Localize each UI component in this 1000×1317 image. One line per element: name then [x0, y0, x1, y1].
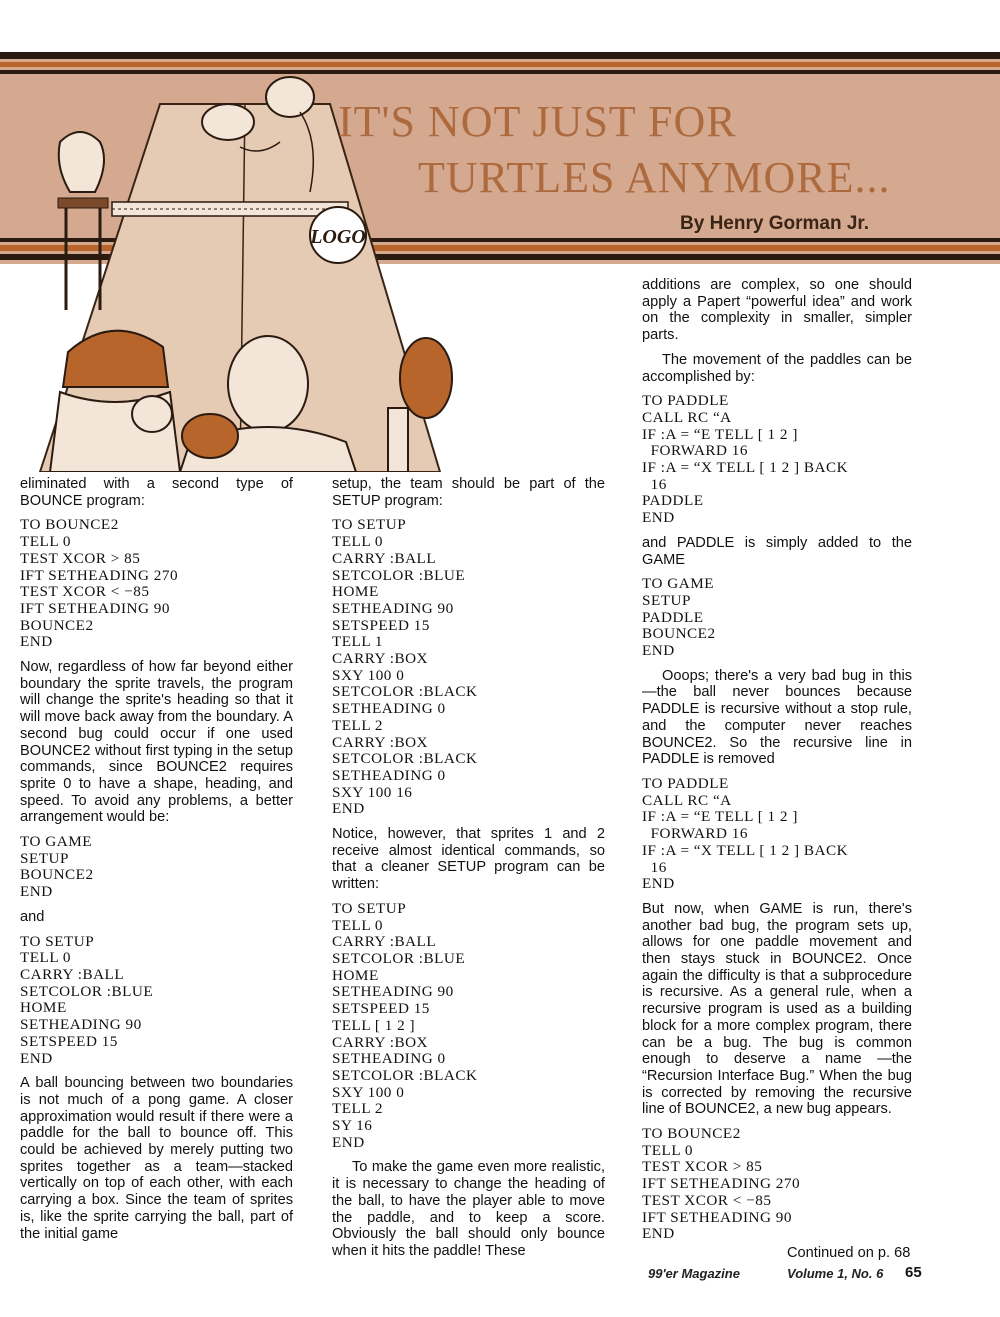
code-listing: TO SETUP TELL 0 CARRY :BALL SETCOLOR :BLUE HOME SETHEADING 90 SETSPEED 15 TELL 1 CARRY :BOX SXY 100 0 SETCOLOR :BLACK SETHEADING 0 TELL 2 CARRY :BOX SETCOLOR :BLACK SETHEADING 0 SXY 100 16 END [332, 516, 478, 818]
paragraph: and PADDLE is simply added to the GAME [642, 534, 912, 568]
paragraph: To make the game even more realistic, it is necessary to change the heading of the ball, to have the player able to move the paddle, and to keep a score. Obviously the ball should only bounce when it hits the paddle! These [332, 1159, 605, 1259]
article-title-line1: IT'S NOT JUST FOR [338, 97, 737, 146]
paragraph: But now, when GAME is run, there's another bad bug, the program sets up, allows for one paddle movement and then stays stuck in BOUNCE2. Once again the difficulty is that a subprocedure is recursive. As a general rule, when a recursive program is used as a building block for a more complex program, there can be a bug. The bug is common enough to deserve a name —the “Recursion Interface Bug.” When the bug is corrected by removing the recursive line of BOUNCE2, a new bug appears. [642, 900, 912, 1118]
code-listing: TO PADDLE CALL RC “A IF :A = “E TELL [ 1 2 ] FORWARD 16 IF :A = “X TELL [ 1 2 ] BACK 16 PADDLE END [642, 392, 849, 527]
column-2 [332, 476, 605, 1268]
code-listing: TO SETUP TELL 0 CARRY :BALL SETCOLOR :BLUE HOME SETHEADING 90 SETSPEED 15 TELL [ 1 2 ] CARRY :BOX SETHEADING 0 SETCOLOR :BLACK SXY 100 0 TELL 2 SY 16 END [332, 899, 478, 1151]
magazine-name: 99'er Magazine [648, 1266, 740, 1281]
page-number: 65 [905, 1264, 922, 1281]
article-title-line2: TURTLES ANYMORE... [418, 153, 891, 202]
paragraph: additions are complex, so one should apply a Papert “powerful idea” and work on the complexity in smaller, simpler parts. [642, 277, 912, 344]
column-3 [642, 277, 912, 1251]
code-listing: TO SETUP TELL 0 CARRY :BALL SETCOLOR :BLUE HOME SETHEADING 90 SETSPEED 15 END [20, 932, 154, 1067]
paragraph: setup, the team should be part of the SETUP program: [332, 476, 605, 509]
paragraph: Ooops; there's a very bad bug in this—the ball never bounces because PADDLE is recursive without a stop rule, and the computer never reaches BOUNCE2. So the recursive line in PADDLE is removed [642, 667, 912, 768]
paragraph: A ball bouncing between two boundaries is not much of a pong game. A closer approximation would result if there were a paddle for the ball to bounce off. This could be achieved by merely putting two sprites together as a team—stacked vertically on top of each other, with each carrying a box. Since the team of sprites is, like the sprite carrying the ball, part of the initial game [20, 1075, 293, 1242]
code-listing: TO GAME SETUP BOUNCE2 END [20, 833, 94, 901]
paragraph: Notice, however, that sprites 1 and 2 receive almost identical commands, so that a cleaner SETUP program can be written: [332, 826, 605, 893]
paragraph: Now, regardless of how far beyond either boundary the sprite travels, the program will change the sprite's heading so that it will move back away from the boundary. A second bug could occur if one used BOUNCE2 without first typing in the setup commands, since BOUNCE2 requires sprite 0 to have a shape, heading, and speed. To avoid any problems, a better arrangement would be: [20, 659, 293, 826]
paragraph: The movement of the paddles can be accomplished by: [642, 351, 912, 385]
continued-note: Continued on p. 68 [787, 1245, 911, 1261]
column-1 [20, 476, 293, 1250]
byline: By Henry Gorman Jr. [680, 213, 870, 234]
code-listing: TO GAME SETUP PADDLE BOUNCE2 END [642, 575, 716, 660]
code-listing: TO PADDLE CALL RC “A IF :A = “E TELL [ 1 2 ] FORWARD 16 IF :A = “X TELL [ 1 2 ] BACK 16 END [642, 774, 849, 893]
code-listing: TO BOUNCE2 TELL 0 TEST XCOR > 85 IFT SETHEADING 270 TEST XCOR < −85 IFT SETHEADING 90 END [642, 1125, 801, 1243]
code-listing: TO BOUNCE2 TELL 0 TEST XCOR > 85 IFT SETHEADING 270 TEST XCOR < −85 IFT SETHEADING 90 BOUNCE2 END [20, 516, 179, 651]
paragraph: eliminated with a second type of BOUNCE program: [20, 476, 293, 509]
volume-info: Volume 1, No. 6 [787, 1266, 884, 1281]
paragraph: and [20, 908, 45, 925]
logo-ball-label: LOGO [310, 226, 366, 248]
